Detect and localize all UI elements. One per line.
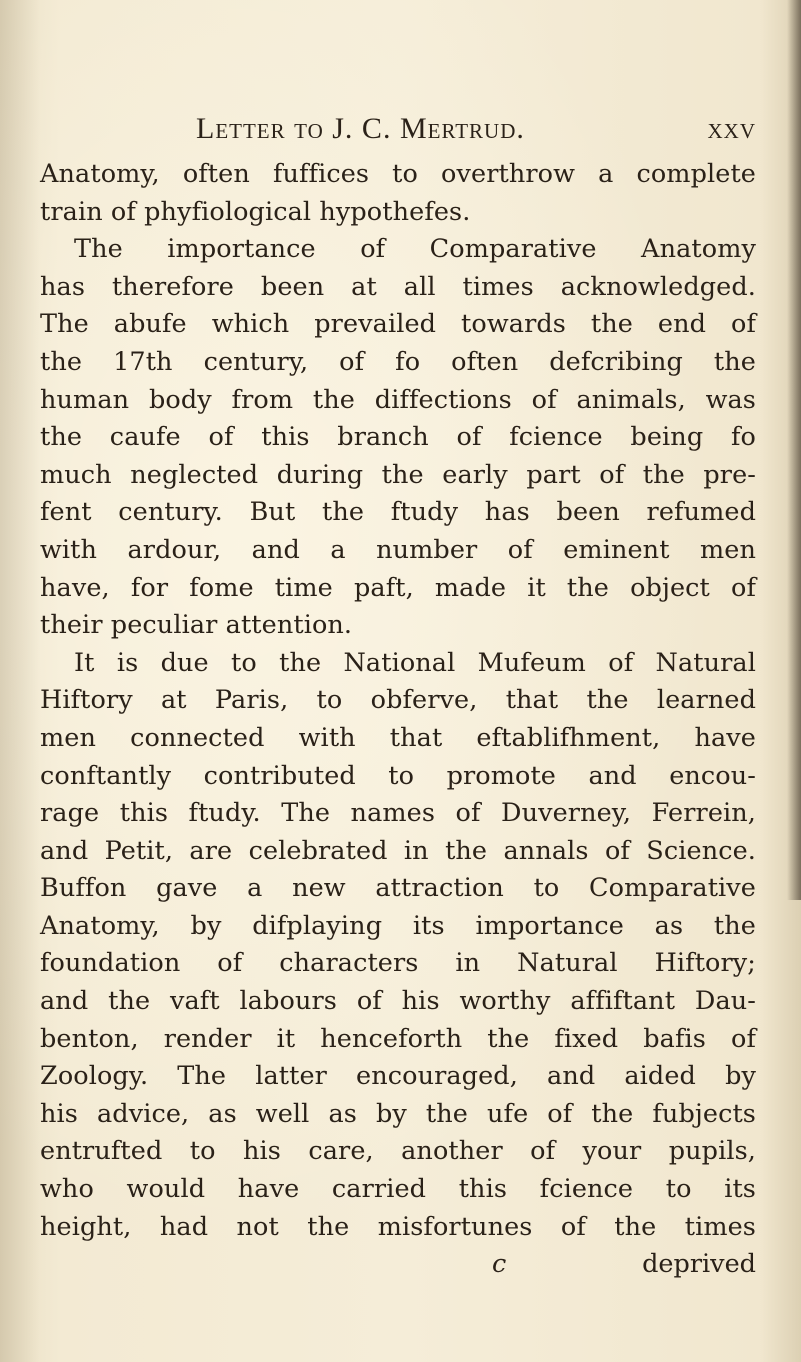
text-line: foundation of characters in Natural Hiftory; [40, 948, 756, 979]
running-head [196, 112, 756, 146]
text-line: entrufted to his care, another of your pupils, [40, 1136, 756, 1167]
text-line: fent century. But the ftudy has been refumed [40, 497, 756, 528]
text-line: Hiftory at Paris, to obferve, that the learned [40, 685, 756, 716]
text-line: Anatomy, by difplaying its importance as the [40, 910, 756, 941]
text-line: human body from the diffections of animals, was [40, 384, 756, 415]
text-line: and the vaft labours of his worthy affiftant Dau- [40, 986, 756, 1017]
text-line: benton, render it henceforth the fixed bafis of [40, 1023, 756, 1054]
text-line: The abufe which prevailed towards the end of [40, 309, 756, 340]
body-text [40, 156, 756, 1284]
running-title: Letter to J. C. Mertrud. [196, 112, 525, 145]
text-line: Anatomy, often fuffices to overthrow a complete [40, 159, 756, 189]
text-line: his advice, as well as by the ufe of the fubjects [40, 1098, 756, 1129]
text-line: has therefore been at all times acknowledged. [40, 271, 756, 302]
text-line: with ardour, and a number of eminent men [40, 534, 756, 565]
text-line: Buffon gave a new attraction to Comparative [40, 873, 756, 904]
text-line: much neglected during the early part of the pre- [40, 459, 756, 490]
text-line: The importance of Comparative Anatomy [74, 234, 756, 265]
text-line: and Petit, are celebrated in the annals of Science. [40, 835, 756, 866]
text-line: their peculiar attention. [40, 610, 353, 641]
text-line: rage this ftudy. The names of Duverney, Ferrein, [40, 798, 756, 829]
text-line: It is due to the National Mufeum of Natural [74, 647, 756, 678]
text-line: train of phyfiological hypothefes. [40, 196, 471, 227]
text-line: who would have carried this fcience to its [40, 1174, 756, 1205]
footer-line [40, 1246, 756, 1284]
text-line: men connected with that eftablifhment, have [40, 722, 756, 753]
page-edge [787, 0, 801, 900]
text-line: height, had not the misfortunes of the times [40, 1211, 756, 1242]
text-line: the caufe of this branch of fcience being fo [40, 422, 756, 453]
signature-mark: c [492, 1249, 507, 1280]
text-line: conftantly contributed to promote and encou- [40, 760, 756, 791]
text-line: the 17th century, of fo often defcribing the [40, 346, 756, 377]
catchword: deprived [642, 1249, 756, 1280]
gutter-shadow [0, 0, 40, 1362]
page-number: xxv [707, 112, 756, 145]
text-line: Zoology. The latter encouraged, and aided by [40, 1061, 756, 1092]
text-line: have, for fome time paft, made it the object of [40, 572, 756, 603]
